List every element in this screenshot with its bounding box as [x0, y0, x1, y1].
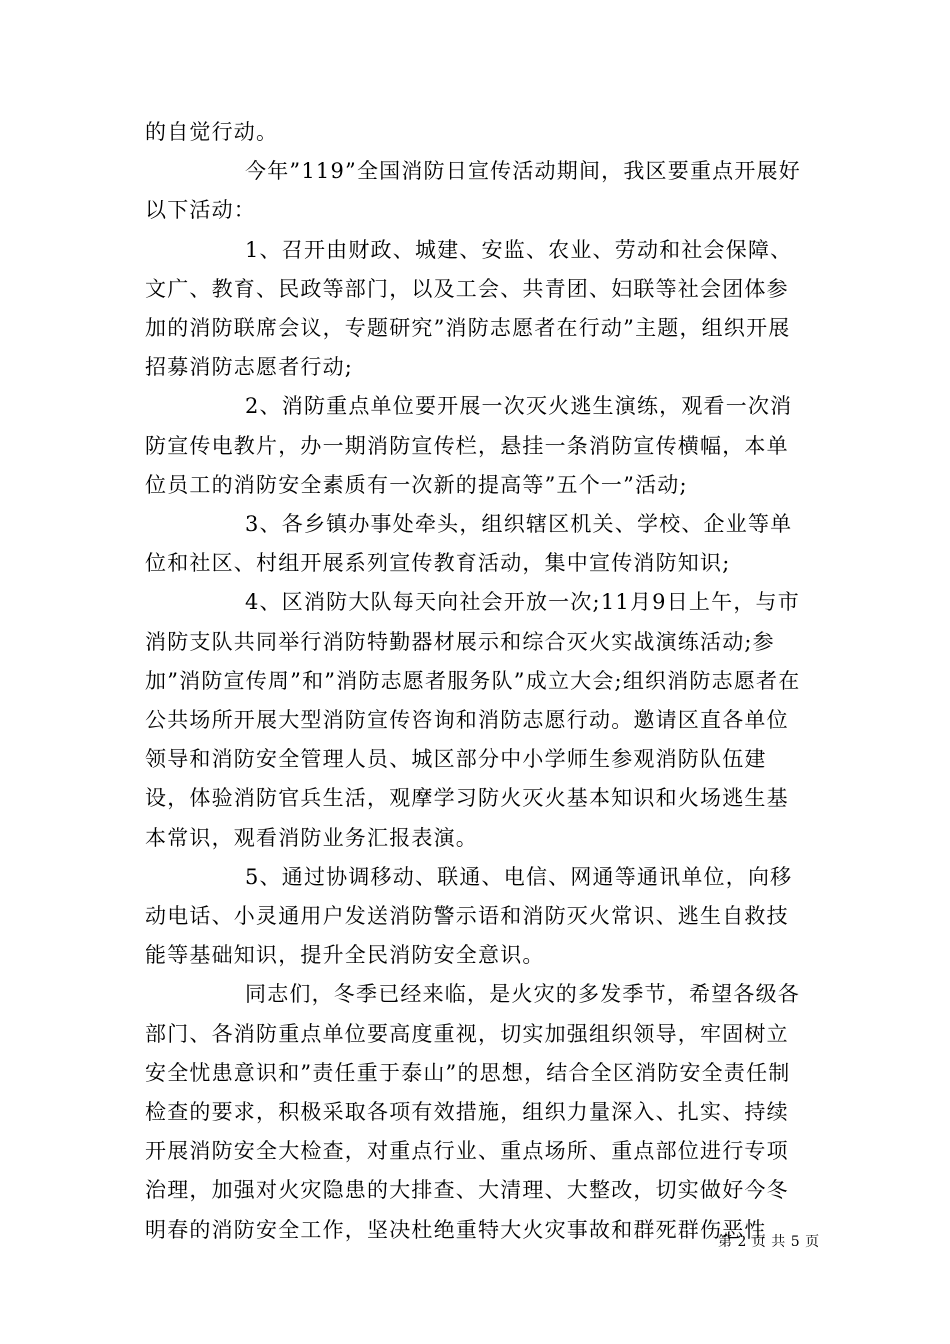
paragraph-intro: 今年”119”全国消防日宣传活动期间，我区要重点开展好以下活动： [145, 159, 801, 223]
paragraph-item-5: 5、通过协调移动、联通、电信、网通等通讯单位，向移动电话、小灵通用户发送消防警示语和消防灭火常识、逃生自救技能等基础知识，提升全民消防安全意识。 [145, 864, 793, 968]
paragraph-continuation: 的自觉行动。 [145, 120, 279, 144]
paragraph-item-2: 2、消防重点单位要开展一次灭火逃生演练，观看一次消防宣传电教片，办一期消防宣传栏，悬挂一条消防宣传横幅，本单位员工的消防安全素质有一次新的提高等”五个一”活动; [145, 394, 793, 497]
paragraph-item-4: 4、区消防大队每天向社会开放一次;11月9日上午，与市消防支队共同举行消防特勤器材展示和综合灭火实战演练活动;参加”消防宣传周”和”消防志愿者服务队”成立大会;组织消防志愿者在公共场所开展大型消防宣传咨询和消防志愿行动。邀请区直各单位领导和消防安全管理人员、城区部分中小学师生参观消防队伍建设，体验消防官兵生活，观摩学习防火灭火基本知识和火场逃生基本常识，观看消防业务汇报表演。 [145, 590, 801, 850]
paragraph-item-3: 3、各乡镇办事处牵头，组织辖区机关、学校、企业等单位和社区、村组开展系列宣传教育活动，集中宣传消防知识; [145, 512, 793, 576]
document-body [145, 113, 807, 1250]
page-number-footer: 第 2 页 共 5 页 [718, 1234, 820, 1250]
paragraph-closing: 同志们，冬季已经来临，是火灾的多发季节，希望各级各部门、各消防重点单位要高度重视，切实加强组织领导，牢固树立安全忧患意识和”责任重于泰山”的思想，结合全区消防安全责任制检查的要求，积极采取各项有效措施，组织力量深入、扎实、持续开展消防安全大检查，对重点行业、重点场所、重点部位进行专项治理，加强对火灾隐患的大排查、大清理、大整改，切实做好今冬明春的消防安全工作，坚决杜绝重特大火灾事故和群死群伤恶性 [145, 982, 800, 1242]
paragraph-item-1: 1、召开由财政、城建、安监、农业、劳动和社会保障、文广、教育、民政等部门，以及工会、共青团、妇联等社会团体参加的消防联席会议，专题研究”消防志愿者在行动”主题，组织开展招募消防志愿者行动; [145, 237, 793, 380]
